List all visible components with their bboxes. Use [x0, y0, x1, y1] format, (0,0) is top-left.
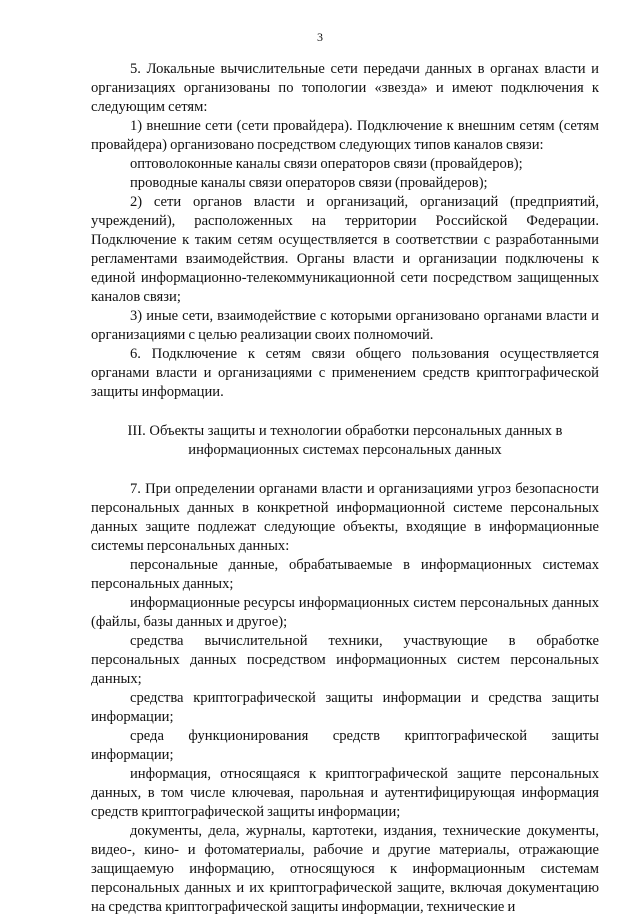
list-item: информация, относящаяся к криптографической защите персональных данных, в том числе ключевая, парольная и аутентифицирующая информация средств криптографической защиты информации;	[91, 766, 599, 820]
list-item: персональные данные, обрабатываемые в информационных системах персональных данных;	[91, 557, 599, 592]
page-number: 3	[317, 30, 323, 44]
section-heading-line: информационных системах персональных данных	[188, 442, 502, 458]
list-item: документы, дела, журналы, картотеки, издания, технические документы, видео-, кино- и фотоматериалы, рабочие и другие материалы, отражающие защищаемую информацию, относящуюся к информационным системам персональных данных и их криптографической защите, включая документацию на средства криптографической защиты информации, технические и	[91, 823, 599, 915]
paragraph: 5. Локальные вычислительные сети передачи данных в органах власти и организациях организованы по топологии «звезда» и имеют подключения к следующим сетям:	[91, 61, 599, 115]
paragraph: 6. Подключение к сетям связи общего пользования осуществляется органами власти и организациями с применением средств криптографической защиты информации.	[91, 346, 599, 400]
paragraph: 2) сети органов власти и организаций, организаций (предприятий, учреждений), расположенных на территории Российской Федерации. Подключение к таким сетям осуществляется в соответствии с разработанными регламентами взаимодействия. Органы власти и организации подключены к единой информационно-телекоммуникационной сети посредством защищенных каналов связи;	[91, 194, 599, 305]
section-heading-line: III. Объекты защиты и технологии обработки персональных данных в	[127, 423, 563, 439]
list-item: средства криптографической защиты информации и средства защиты информации;	[91, 690, 599, 725]
list-item: средства вычислительной техники, участвующие в обработке персональных данных посредством информационных систем персональных данных;	[91, 633, 599, 687]
paragraph: оптоволоконные каналы связи операторов связи (провайдеров);	[130, 156, 523, 172]
list-item: информационные ресурсы информационных систем персональных данных (файлы, базы данных и другое);	[91, 595, 599, 630]
section-heading	[91, 422, 599, 460]
list-item: среда функционирования средств криптографической защиты информации;	[91, 728, 599, 763]
document-body	[91, 60, 599, 917]
paragraph: 3) иные сети, взаимодействие с которыми организовано органами власти и организациями с целью реализации своих полномочий.	[91, 308, 599, 343]
paragraph: 7. При определении органами власти и организациями угроз безопасности персональных данных в конкретной информационной системе персональных данных защите подлежат следующие объекты, входящие в информационные системы персональных данных:	[91, 481, 599, 554]
paragraph: 1) внешние сети (сети провайдера). Подключение к внешним сетям (сетям провайдера) организовано посредством следующих типов каналов связи:	[91, 118, 599, 153]
paragraph: проводные каналы связи операторов связи (провайдеров);	[130, 175, 488, 191]
